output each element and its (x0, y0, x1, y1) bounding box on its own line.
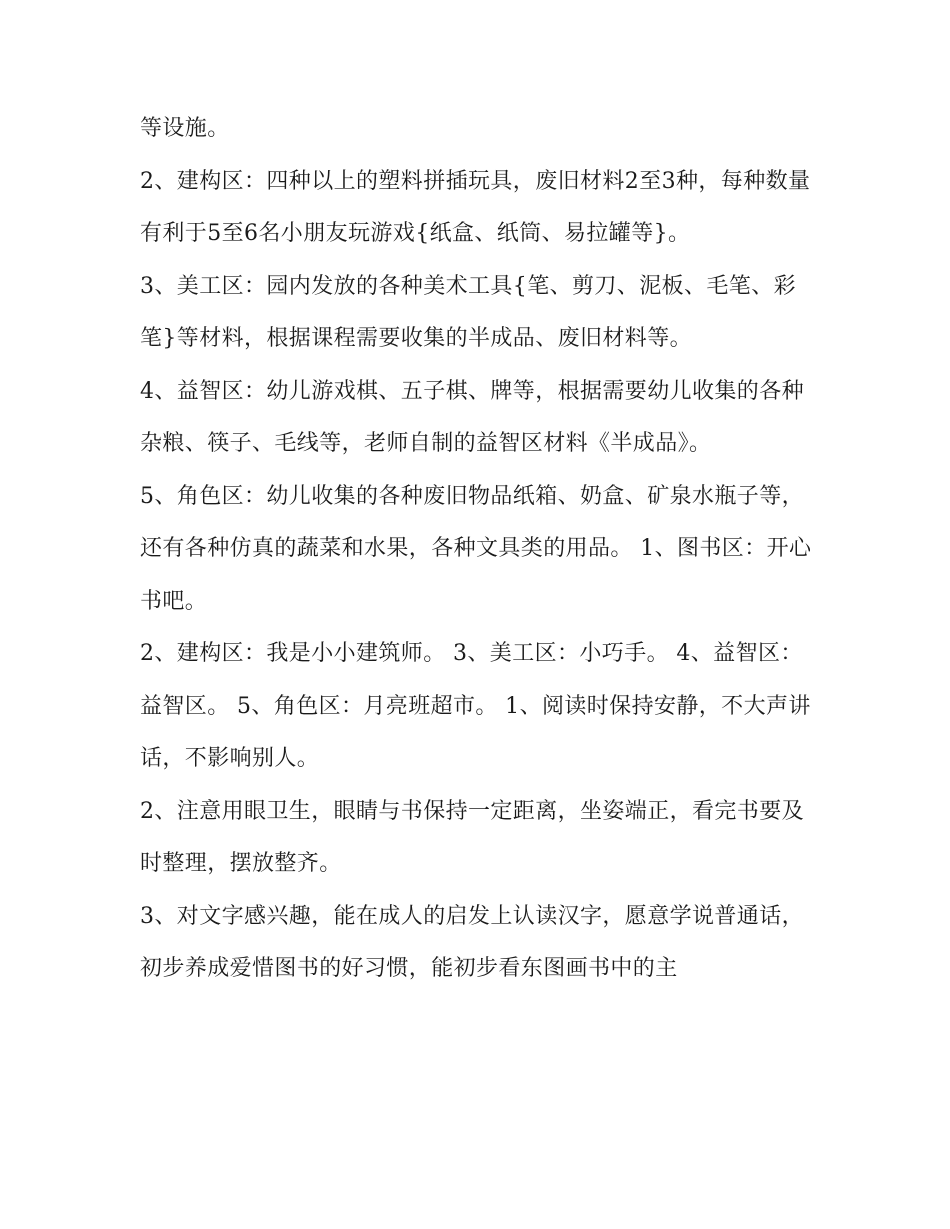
paragraph-art-area: 3、美工区：园内发放的各种美术工具{笔、剪刀、泥板、毛笔、彩笔}等材料，根据课程需要收集的半成品、废旧材料等。 (140, 273, 796, 351)
paragraph-continuation: 等设施。 (140, 116, 230, 141)
document-body (140, 103, 820, 996)
paragraph-puzzle-area: 4、益智区：幼儿游戏棋、五子棋、牌等，根据需要幼儿收集的各种杂粮、筷子、毛线等，老师自制的益智区材料《半成品》。 (140, 378, 804, 456)
paragraph-construction-area: 2、建构区：四种以上的塑料拼插玩具，废旧材料2至3种，每种数量有利于5至6名小朋友玩游戏{纸盒、纸筒、易拉罐等}。 (140, 168, 811, 246)
paragraph-role-area: 5、角色区：幼儿收集的各种废旧物品纸箱、奶盒、矿泉水瓶子等，还有各种仿真的蔬菜和水果，各种文具类的用品。 1、图书区：开心书吧。 (140, 483, 812, 614)
paragraph-reading-interest: 3、对文字感兴趣，能在成人的启发上认读汉字，愿意学说普通话，初步养成爱惜图书的好习惯，能初步看东图画书中的主 (140, 903, 804, 981)
paragraph-area-names: 2、建构区：我是小小建筑师。 3、美工区：小巧手。 4、益智区：益智区。 5、角色区：月亮班超市。 1、阅读时保持安静，不大声讲话，不影响别人。 (140, 641, 811, 771)
paragraph-eye-hygiene: 2、注意用眼卫生，眼睛与书保持一定距离，坐姿端正，看完书要及时整理，摆放整齐。 (140, 798, 804, 876)
